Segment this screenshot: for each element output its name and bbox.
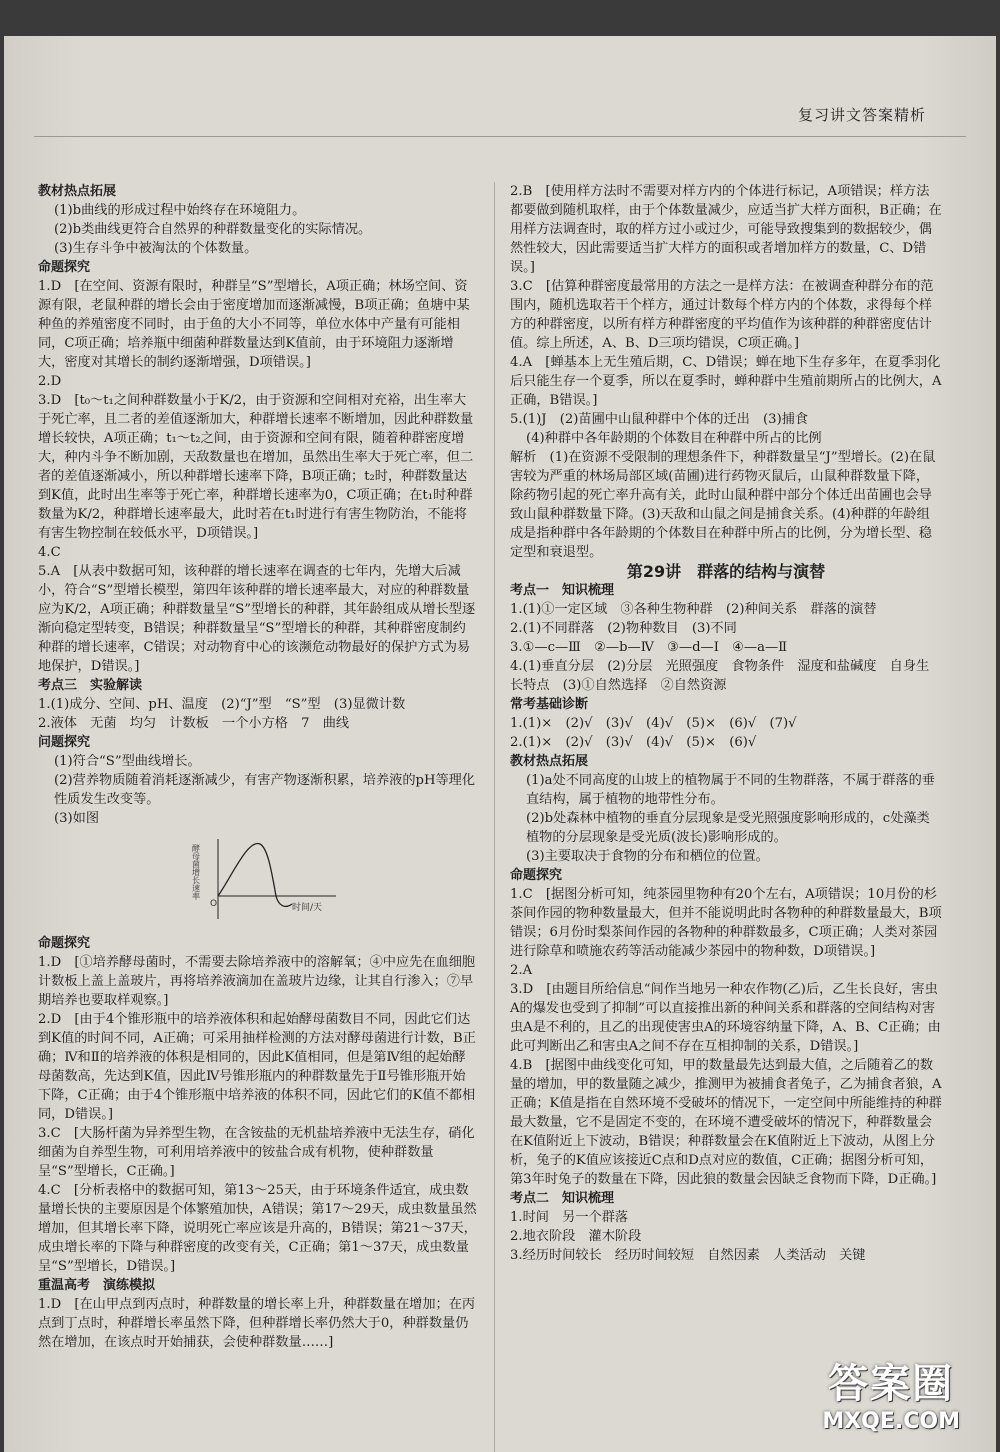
section-heading: 教材热点拓展 [38, 184, 117, 199]
answer-item: 1.D [①培养酵母菌时，不需要去除培养液中的溶解氧；④中应先在血细胞计数板上盖上盖玻片，再将培养液滴加在盖玻片边缘，让其自行渗入；⑦早期培养也要取样观察。] [38, 955, 476, 1008]
chart-curve [218, 844, 292, 907]
answer-item: 3.C [估算种群密度最常用的方法之一是样方法：在被调查种群分布的范围内，随机选取若干个样方，通过计数每个样方内的个体数，求得每个样方的种群密度，以所有样方种群密度的平均值作为该种群的种群密度估计值。综上所述，A、B、D三项均错误，C项正确。] [510, 279, 934, 351]
answer-item: 2.D [38, 374, 62, 389]
answer-item: 4.A [蝉基本上无生殖后期，C、D错误；蝉在地下生存多年，在夏季羽化后只能生存一个夏季，所以在夏季时，蝉种群中生殖前期所占的比例大，A正确，B错误。] [510, 355, 942, 408]
answer-item: 5.A [从表中数据可知，该种群的增长速率在调查的七年内，先增大后减小，符合“S”型增长模型，第四年该种群的增长速率最大，对应的种群数量应为K/2，A项正确；种群数量呈“S”型增长的种群，其年龄组成从增长型逐渐向稳定型转变，B错误；种群数量呈“S”型增长的种群，其种群密度制约种群的增长速率，C错误；对动物育中心的该濒危动物最好的保护方式为易地保护，D错误。] [38, 564, 476, 674]
answer-item: 3.D [由题目所给信息“间作当地另一种农作物(乙)后，乙生长良好，害虫A的爆发也受到了抑制”可以直接推出新的种间关系和群落的空间结构对害虫A是不利的，且乙的出现使害虫A的环境容纳量下降，A、B、C正确；由此可判断出乙和害虫A之间不存在互相抑制的关系，D错误。] [510, 982, 941, 1054]
answer-line: 2.地衣阶段 灌木阶段 [510, 1229, 642, 1244]
section-heading: 命题探究 [510, 868, 563, 883]
column-divider [494, 182, 495, 1452]
answer-item: 2.D [由于4个锥形瓶中的培养液体积和起始酵母菌数目不同，因此它们达到K值的时间不同，A正确；可采用抽样检测的方法对酵母菌进行计数，B正确；Ⅳ和Ⅱ的培养液的体积是相同的，因此K值相同，但是第Ⅳ组的起始酵母菌数高，先达到K值，因此Ⅳ号锥形瓶内的种群数量先于Ⅱ号锥形瓶开始下降，C正确；由于4个锥形瓶中培养液的体积不同，因此它们的K值不都相同，D错误。] [38, 1012, 476, 1122]
answer-item: 4.C [分析表格中的数据可知，第13～25天，由于环境条件适宜，成虫数量增长快的主要原因是个体繁殖加快，A错误；第17～29天，成虫数量虽然增加，但其增长率下降，说明死亡率应该是升高的，B错误；第21～37天，成虫增长率的下降与种群密度的改变有关，C正确；第1～37天，成虫数量呈“S”型增长，D错误。] [38, 1183, 477, 1274]
answer-line: 1.(1)①一定区域 ③各种生物种群 (2)种间关系 群落的演替 [510, 602, 877, 617]
chart-origin: O [210, 899, 218, 909]
left-column [38, 182, 478, 1352]
answer-line: 2.(1)不同群落 (2)物种数目 (3)不同 [510, 621, 737, 636]
answer-item: 2.A [510, 963, 533, 978]
answer-item: 2.B [使用样方法时不需要对样方内的个体进行标记，A项错误；样方法都要做到随机取样，由于个体数量减少，应适当扩大样方面积，B正确；在用样方法调查时，取的样方过小或过少，可能导致搜集到的数据较少，偶然性较大，因此需要适当扩大样方的面积或者增加样方的数量，C、D错误。] [510, 184, 942, 275]
answer-line: 1.时间 另一个群落 [510, 1210, 629, 1225]
answer-item: 1.D [在空间、资源有限时，种群呈“S”型增长，A项正确；林场空间、资源有限，老鼠种群的增长会由于密度增加而逐渐减慢，B项正确；鱼塘中某种鱼的养殖密度不同时，由于鱼的大小不同等，单位水体中产量有可能相同，C项正确；培养瓶中细菌种群数量达到K值前，由于环境阻力逐渐增大，密度对其增长的制约逐渐增强，D项错误。] [38, 279, 470, 370]
section-heading: 问题探究 [38, 735, 91, 750]
answer-subitem: (1)a处不同高度的山坡上的植物属于不同的生物群落，不属于群落的垂直结构，属于植物的地带性分布。 [526, 773, 935, 807]
lesson-title: 第29讲 群落的结构与演替 [626, 562, 826, 581]
section-heading: 考点三 实验解读 [38, 678, 143, 693]
answer-subitem: (2)b处森林中植物的垂直分层现象是受光照强度影响形成的，c处藻类植物的分层现象是受光质(波长)影响形成的。 [526, 811, 930, 845]
answer-item: 5.(1)J (2)苗圃中山鼠种群中个体的迁出 (3)捕食 [510, 412, 809, 427]
answer-subitem: (3)生存斗争中被淘汰的个体数量。 [54, 241, 258, 256]
right-column [510, 182, 942, 1265]
running-head: 复习讲文答案精析 [797, 106, 926, 124]
answer-item: 4.B [据图中曲线变化可知，甲的数量最先达到最大值，之后随着乙的数量的增加，甲的数量随之减少，推测甲为被捕食者兔子，乙为捕食者狼，A正确；K值是指在自然环境不受破坏的情况下，一定空间中所能维持的种群最大数量，它不是固定不变的，在环境不遭受破坏的情况下，种群数量会在K值附近上下波动，B错误；种群数量会在K值附近上下波动，从图上分析，兔子的K值应该接近C点和D点对应的数值，C正确；据图分析可知，第3年时兔子的数量在下降，因此狼的数量会因缺乏食物而下降，D正确。] [510, 1058, 942, 1187]
answer-line: 2.液体 无菌 均匀 计数板 一个小方格 7 曲线 [38, 716, 350, 731]
answer-item: 4.C [38, 545, 61, 560]
answer-line: 1.(1)成分、空间、pH、温度 (2)“J”型 “S”型 (3)显微计数 [38, 697, 406, 712]
answer-line: 4.(1)垂直分层 (2)分层 光照强度 食物条件 湿度和盐碱度 自身生长特点 (3)①自然选择 ②自然资源 [510, 659, 930, 693]
growth-rate-chart [188, 834, 478, 930]
section-heading: 常考基础诊断 [510, 697, 589, 712]
section-heading: 考点二 知识梳理 [510, 1191, 615, 1206]
answer-subitem: (1)b曲线的形成过程中始终存在环境阻力。 [54, 203, 306, 218]
watermark-url: MXQE.COM [822, 1409, 960, 1434]
answer-subitem: (1)符合“S”型曲线增长。 [54, 754, 201, 769]
page-sheet [4, 36, 996, 1452]
watermark-logo-text: 答案圈 [828, 1361, 955, 1407]
section-heading: 重温高考 演练模拟 [38, 1278, 156, 1293]
answer-item: 解析 (1)在资源不受限制的理想条件下，种群数量呈“J”型增长。(2)在鼠害较为严重的林场局部区域(苗圃)进行药物灭鼠后，山鼠种群数量下降，除药物引起的死亡率升高有关，此时山鼠种群中部分个体迁出苗圃也会导致山鼠种群数量下降。(3)天敌和山鼠之间是捕食关系。(4)种群的年龄组成是指种群中各年龄期的个体数目在种群中所占的比例，分为增长型、稳定型和衰退型。 [510, 450, 936, 560]
answer-item: 3.C [大肠杆菌为异养型生物，在含铵盐的无机盐培养液中无法生存，硝化细菌为自养型生物，可利用培养液中的铵盐合成有机物，使种群数量呈“S”型增长，C正确。] [38, 1126, 475, 1179]
section-heading: 命题探究 [38, 936, 91, 951]
answer-line: 3.经历时间较长 经历时间较短 自然因素 人类活动 关键 [510, 1248, 866, 1263]
watermark [822, 1352, 960, 1434]
answer-subitem: (4)种群中各年龄期的个体数目在种群中所占的比例 [526, 431, 822, 446]
answer-line: 1.(1)× (2)√ (3)√ (4)√ (5)× (6)√ (7)√ [510, 716, 797, 731]
section-heading: 教材热点拓展 [510, 754, 589, 769]
answer-item: 1.D [在山甲点到丙点时，种群数量的增长率上升，种群数量在增加；在丙点到丁点时，种群增长率虽然下降，但种群增长率仍然大于0，种群数量仍然在增加，在该点时开始捕获，会使种群数量……] [38, 1297, 476, 1350]
header-rule [34, 136, 966, 137]
answer-subitem: (3)主要取决于食物的分布和栖位的位置。 [526, 849, 769, 864]
answer-line: 3.①—c—Ⅲ ②—b—Ⅳ ③—d—Ⅰ ④—a—Ⅱ [510, 640, 788, 655]
chart-y-label: 酵母菌增长速率 [191, 844, 201, 900]
section-heading: 命题探究 [38, 260, 91, 275]
answer-subitem: (3)如图 [54, 811, 100, 826]
answer-item: 3.D [t₀～t₁之间种群数量小于K/2，由于资源和空间相对充裕，出生率大于死亡率，且二者的差值逐渐加大，种群增长速率不断增加，因此种群数量增长较快，A项正确；t₁～t₂之间，由于资源和空间有限，随着种群密度增大，种内斗争不断加剧，天敌数量也在增加，虽然出生率大于死亡率，但二者的差值逐渐减小，所以种群增长速率下降，B项正确；t₂时，种群数量达到K值，此时出生率等于死亡率，种群增长速率为0，C项正确；在t₁时种群数量为K/2，种群增长速率最大，此时若在t₁时进行有害生物防治，不能将有害生物控制在较低水平，D项错误。] [38, 393, 474, 541]
section-heading: 考点一 知识梳理 [510, 583, 615, 598]
answer-subitem: (2)b类曲线更符合自然界的种群数量变化的实际情况。 [54, 222, 372, 237]
answer-item: 1.C [据图分析可知，纯茶园里物种有20个左右，A项错误；10月份的杉茶间作园的物种数量最大，但并不能说明此时各物种的种群数量最大，B项错误；6月份时梨茶间作园的各物种的种群数最多，C项正确；人类对茶园进行除草和喷施农药等活动能减少茶园中的物种数，D项错误。] [510, 887, 942, 959]
answer-subitem: (2)营养物质随着消耗逐渐减少，有害产物逐渐积累，培养液的pH等理化性质发生改变等。 [54, 773, 476, 807]
answer-line: 2.(1)× (2)√ (3)√ (4)√ (5)× (6)√ [510, 735, 757, 750]
chart-x-label: 时间/天 [292, 903, 323, 913]
